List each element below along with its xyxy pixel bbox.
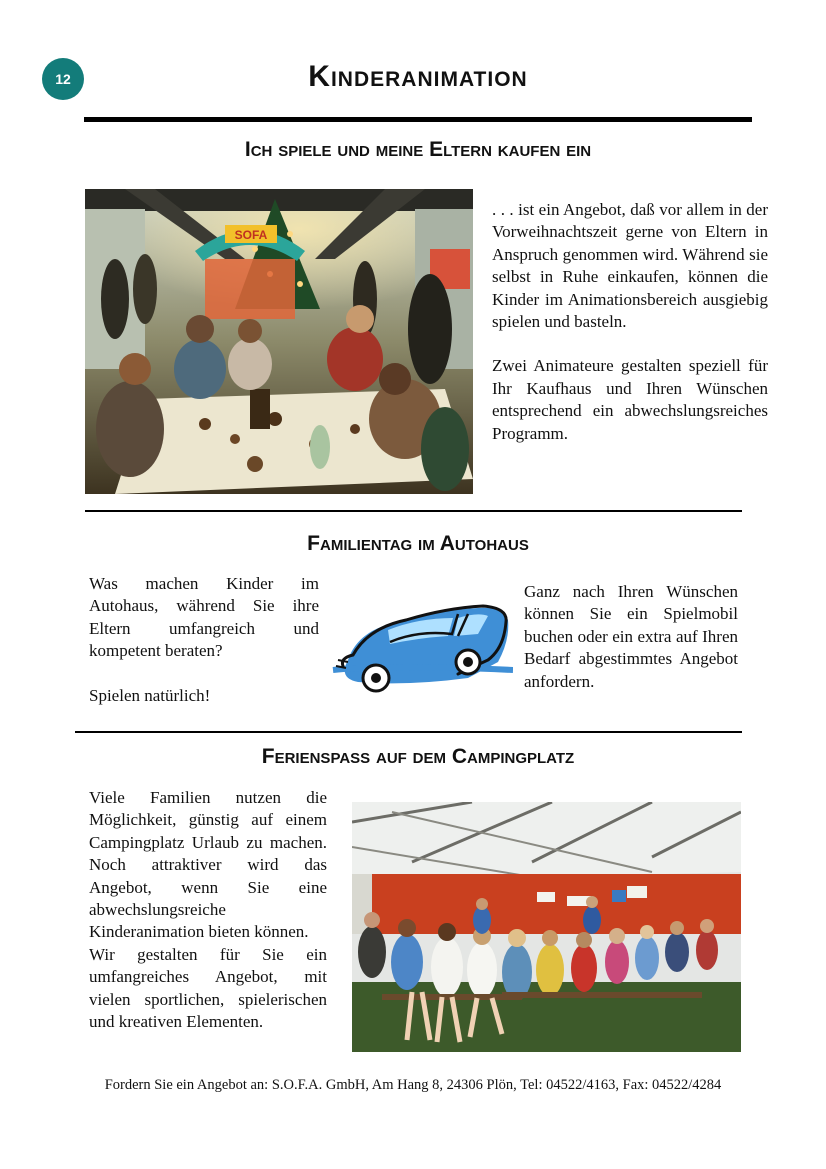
- text-kaufhaus-para2: Zwei Animateure gestalten speziell für Ihr Kaufhaus und Ihren Wünschen entsprechend ein abwechslungsreiches Programm.: [492, 356, 768, 443]
- text-autohaus-left-para1: Was machen Kinder im Autohaus, während Sie ihre Eltern umfangreich und kompetent beraten?: [89, 574, 319, 661]
- photo-camping-tent-image: [352, 802, 741, 1052]
- footer-contact: Fordern Sie ein Angebot an: S.O.F.A. GmbH, Am Hang 8, 24306 Plön, Tel: 04522/4163, Fax: 04522/4284: [104, 1077, 722, 1093]
- photo-mall-craft-table-image: [85, 189, 473, 494]
- text-kaufhaus-para1: . . . ist ein Angebot, daß vor allem in der Vorweihnachtszeit gerne von Eltern in Anspruch genommen wird. Während sie selbst in Ruhe einkaufen, können die Kinder im Animationsbereich ausgiebig spielen und basteln.: [492, 200, 768, 332]
- section-divider-1: [85, 510, 742, 512]
- text-autohaus-right: [524, 581, 738, 693]
- photo-camping-tent: [352, 802, 741, 1052]
- section-divider-2: [75, 731, 742, 733]
- photo-mall-craft-table: [85, 189, 473, 494]
- car-icon: [328, 600, 513, 696]
- text-camping-para2: Wir gestalten für Sie ein umfangreiches Angebot, mit vielen sportlichen, spielerischen und kreativen Elementen.: [89, 944, 327, 1032]
- text-camping-para1: Viele Familien nutzen die Möglichkeit, günstig auf einem Campingplatz Urlaub zu machen. Noch attraktiver wird das Angebot, wenn Sie eine abwechslungsreiche Kinderanimation bieten können.: [89, 788, 327, 942]
- car-clipart: [328, 600, 513, 696]
- text-autohaus-right-para: Ganz nach Ihren Wünschen können Sie ein Spielmobil buchen oder ein extra auf Ihren Bedarf abgestimmtes Angebot anfordern.: [524, 582, 738, 691]
- page-number-badge: 12: [42, 58, 84, 100]
- text-kaufhaus: [492, 199, 768, 445]
- text-autohaus-left: [89, 573, 319, 707]
- section-heading-camping: Ferienspass auf dem Campingplatz: [261, 745, 575, 768]
- text-camping: [89, 787, 327, 1033]
- photo-sign-text: SOFA: [234, 228, 268, 242]
- section-heading-autohaus: Familientag im Autohaus: [307, 532, 529, 555]
- section-heading-kaufhaus: Ich spiele und meine Eltern kaufen ein: [244, 138, 592, 161]
- page-title: Kinderanimation: [308, 60, 528, 93]
- title-rule: [84, 117, 752, 122]
- text-autohaus-left-para2: Spielen natürlich!: [89, 685, 211, 705]
